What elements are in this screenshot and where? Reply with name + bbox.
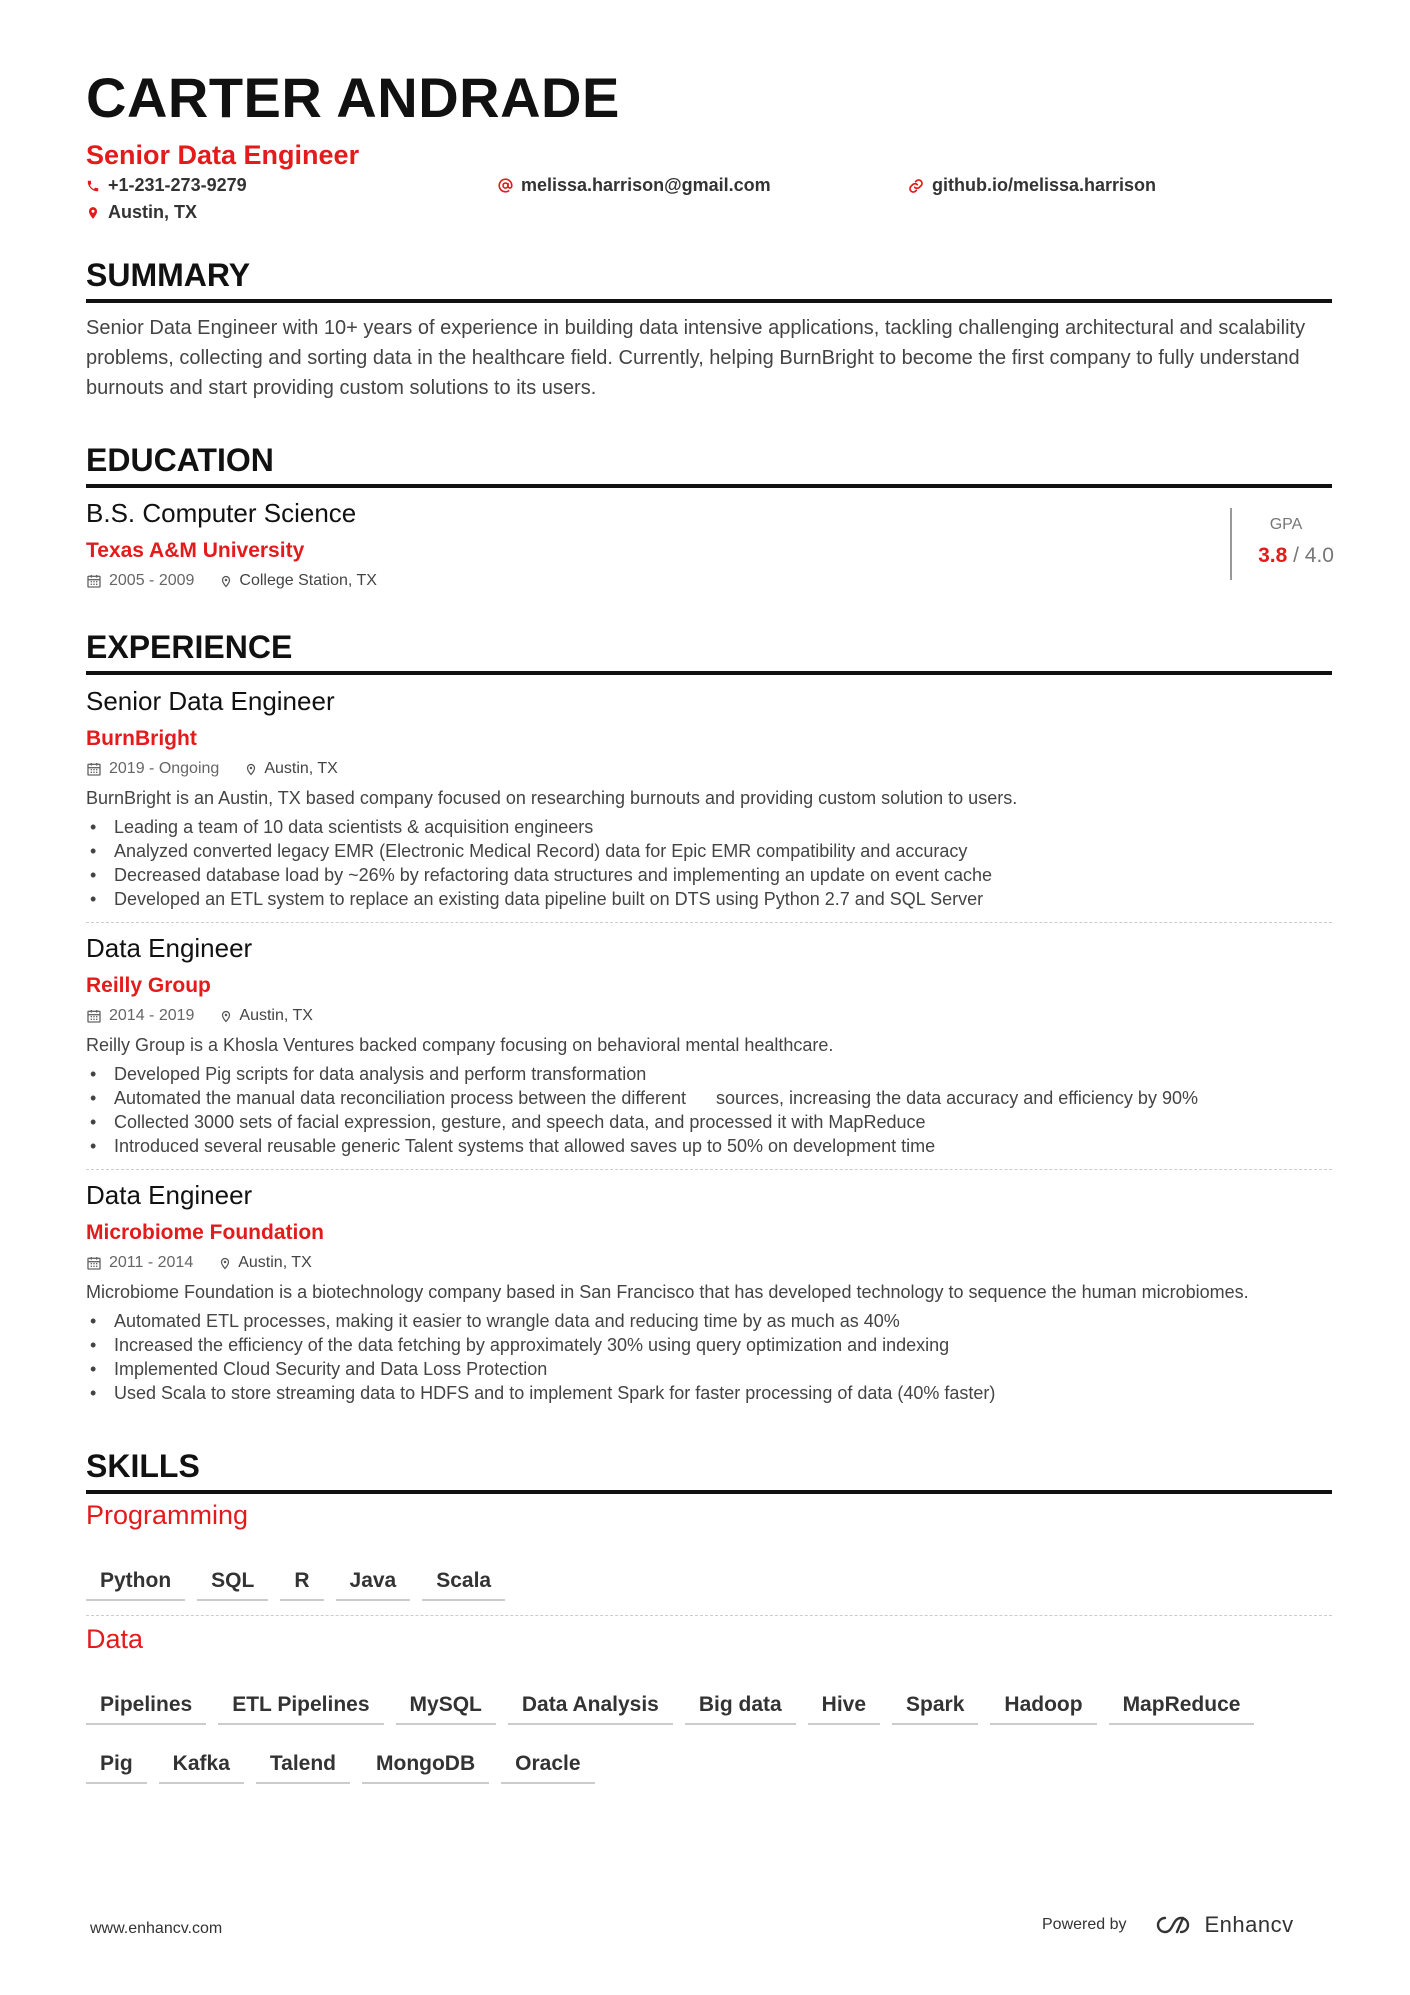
gpa-box [1230, 508, 1334, 580]
skill-tag: Hadoop [990, 1694, 1096, 1725]
phone-text: +1-231-273-9279 [108, 175, 247, 195]
list-item: • Increased the efficiency of the data fetching by approximately 30% using query optimization and indexing [86, 1333, 995, 1357]
job-dates-text: 2011 - 2014 [109, 1254, 194, 1271]
skill-tag: Data Analysis [508, 1694, 673, 1725]
job-dates [86, 760, 219, 778]
education-location [220, 572, 377, 590]
degree-title: B.S. Computer Science [86, 498, 357, 528]
skill-tag: Java [336, 1570, 411, 1601]
calendar-icon [86, 573, 102, 589]
list-item: • Analyzed converted legacy EMR (Electronic Medical Record) data for Epic EMR compatibility and accuracy [86, 839, 992, 863]
gpa-score: 3.8 [1258, 544, 1288, 567]
job-location-text: Austin, TX [264, 760, 338, 777]
powered-by-label: Powered by [1042, 1916, 1127, 1933]
skill-tag: MapReduce [1109, 1694, 1255, 1725]
skill-tag: Talend [256, 1753, 350, 1784]
job-location-text: Austin, TX [239, 1007, 313, 1024]
skill-tag: Oracle [501, 1753, 594, 1784]
job-dates [86, 1007, 194, 1025]
calendar-icon [86, 1008, 102, 1024]
education-dates-text: 2005 - 2009 [109, 572, 195, 589]
website-text: github.io/melissa.harrison [932, 175, 1157, 195]
education-heading: EDUCATION [86, 443, 1332, 488]
skill-tag: R [280, 1570, 323, 1601]
education-dates [86, 572, 194, 590]
job-dates-text: 2014 - 2019 [109, 1007, 195, 1024]
footer-site-link[interactable]: www.enhancv.com [90, 1920, 223, 1937]
skill-category: Data [86, 1624, 144, 1654]
job-bullets [86, 1062, 1198, 1158]
candidate-name: CARTER ANDRADE [86, 66, 620, 129]
job-meta [86, 760, 364, 778]
list-item: • Developed Pig scripts for data analysis and perform transformation [86, 1062, 1198, 1086]
skill-tag: Pipelines [86, 1694, 206, 1725]
at-icon [498, 178, 513, 193]
contact-website[interactable] [908, 175, 1156, 196]
job-location [219, 1254, 312, 1272]
divider [86, 922, 1332, 923]
divider [86, 1169, 1332, 1170]
job-description: Reilly Group is a Khosla Ventures backed company focusing on behavioral mental healthcare. [86, 1035, 834, 1055]
job-location [245, 760, 338, 778]
calendar-icon [86, 1255, 102, 1271]
summary-heading: SUMMARY [86, 258, 1332, 303]
gpa-value: 3.8 / 4.0 [1258, 544, 1334, 567]
contact-phone [86, 175, 247, 196]
footer-powered-by[interactable] [1042, 1912, 1294, 1938]
gpa-label: GPA [1269, 516, 1303, 533]
job-company: BurnBright [86, 727, 197, 750]
list-item: • Decreased database load by ~26% by refactoring data structures and implementing an update on event cache [86, 863, 992, 887]
divider [86, 1615, 1332, 1616]
education-meta [86, 572, 403, 590]
list-item: • Used Scala to store streaming data to HDFS and to implement Spark for faster processing of data (40% faster) [86, 1381, 995, 1405]
experience-heading: EXPERIENCE [86, 630, 1332, 675]
phone-icon [86, 179, 100, 193]
job-description: BurnBright is an Austin, TX based company focused on researching burnouts and providing custom solution to users. [86, 788, 1018, 808]
list-item: • Leading a team of 10 data scientists & acquisition engineers [86, 815, 992, 839]
location-pin-icon [219, 1256, 231, 1271]
location-pin-icon [220, 574, 232, 589]
job-role: Senior Data Engineer [86, 686, 335, 716]
gpa-max: 4.0 [1304, 544, 1334, 567]
skill-tag: Hive [808, 1694, 880, 1725]
list-item: • Automated ETL processes, making it easier to wrangle data and reducing time by as much as 40% [86, 1309, 995, 1333]
skill-tag: MongoDB [362, 1753, 489, 1784]
job-location-text: Austin, TX [238, 1254, 312, 1271]
location-pin-icon [245, 762, 257, 777]
skill-tag: Scala [422, 1570, 505, 1601]
job-meta [86, 1254, 338, 1272]
summary-text: Senior Data Engineer with 10+ years of experience in building data intensive applications, tackling challenging architectural and scalability problems, collecting and sorting data in the healthcare field. Currently, helping BurnBright to become the first company to fully understand burnouts and start providing custom solutions to its users. [86, 317, 1306, 399]
job-bullets [86, 1309, 995, 1405]
list-item: • Introduced several reusable generic Talent systems that allowed saves up to 50% on development time [86, 1134, 1198, 1158]
skill-tags-data [86, 1694, 1332, 1784]
location-pin-icon [220, 1009, 232, 1024]
list-item: • Collected 3000 sets of facial expression, gesture, and speech data, and processed it with MapReduce [86, 1110, 1198, 1134]
job-dates-text: 2019 - Ongoing [109, 760, 220, 777]
candidate-title: Senior Data Engineer [86, 140, 360, 170]
job-role: Data Engineer [86, 933, 253, 963]
contact-email[interactable] [498, 175, 771, 196]
link-icon [908, 178, 924, 194]
list-item: • Automated the manual data reconciliation process between the different sources, increasing the data accuracy and efficiency by 90% [86, 1086, 1198, 1110]
location-text: Austin, TX [108, 202, 197, 222]
skill-tag: Spark [892, 1694, 978, 1725]
skill-category: Programming [86, 1500, 249, 1530]
job-company: Reilly Group [86, 974, 211, 997]
skill-tags-programming [86, 1570, 517, 1601]
job-meta [86, 1007, 339, 1025]
list-item: • Implemented Cloud Security and Data Loss Protection [86, 1357, 995, 1381]
job-location [220, 1007, 313, 1025]
contact-location [86, 202, 197, 223]
skill-tag: Big data [685, 1694, 796, 1725]
skill-tag: ETL Pipelines [218, 1694, 383, 1725]
education-location-text: College Station, TX [239, 572, 377, 589]
enhancv-brand: Enhancv [1204, 1912, 1294, 1937]
email-text: melissa.harrison@gmail.com [521, 175, 771, 195]
location-pin-icon [86, 205, 100, 221]
calendar-icon [86, 761, 102, 777]
list-item: • Developed an ETL system to replace an existing data pipeline built on DTS using Python 2.7 and SQL Server [86, 887, 992, 911]
job-dates [86, 1254, 193, 1272]
skill-tag: Pig [86, 1753, 147, 1784]
job-role: Data Engineer [86, 1180, 253, 1210]
skill-tag: MySQL [396, 1694, 496, 1725]
skill-tag: SQL [197, 1570, 268, 1601]
school-name: Texas A&M University [86, 539, 305, 562]
skill-tag: Kafka [159, 1753, 244, 1784]
skill-tag: Python [86, 1570, 185, 1601]
skills-heading: SKILLS [86, 1449, 1332, 1494]
enhancv-logo-icon [1149, 1913, 1197, 1937]
job-description: Microbiome Foundation is a biotechnology company based in San Francisco that has developed technology to sequence the human microbiomes. [86, 1282, 1249, 1302]
job-bullets [86, 815, 992, 911]
job-company: Microbiome Foundation [86, 1221, 324, 1244]
